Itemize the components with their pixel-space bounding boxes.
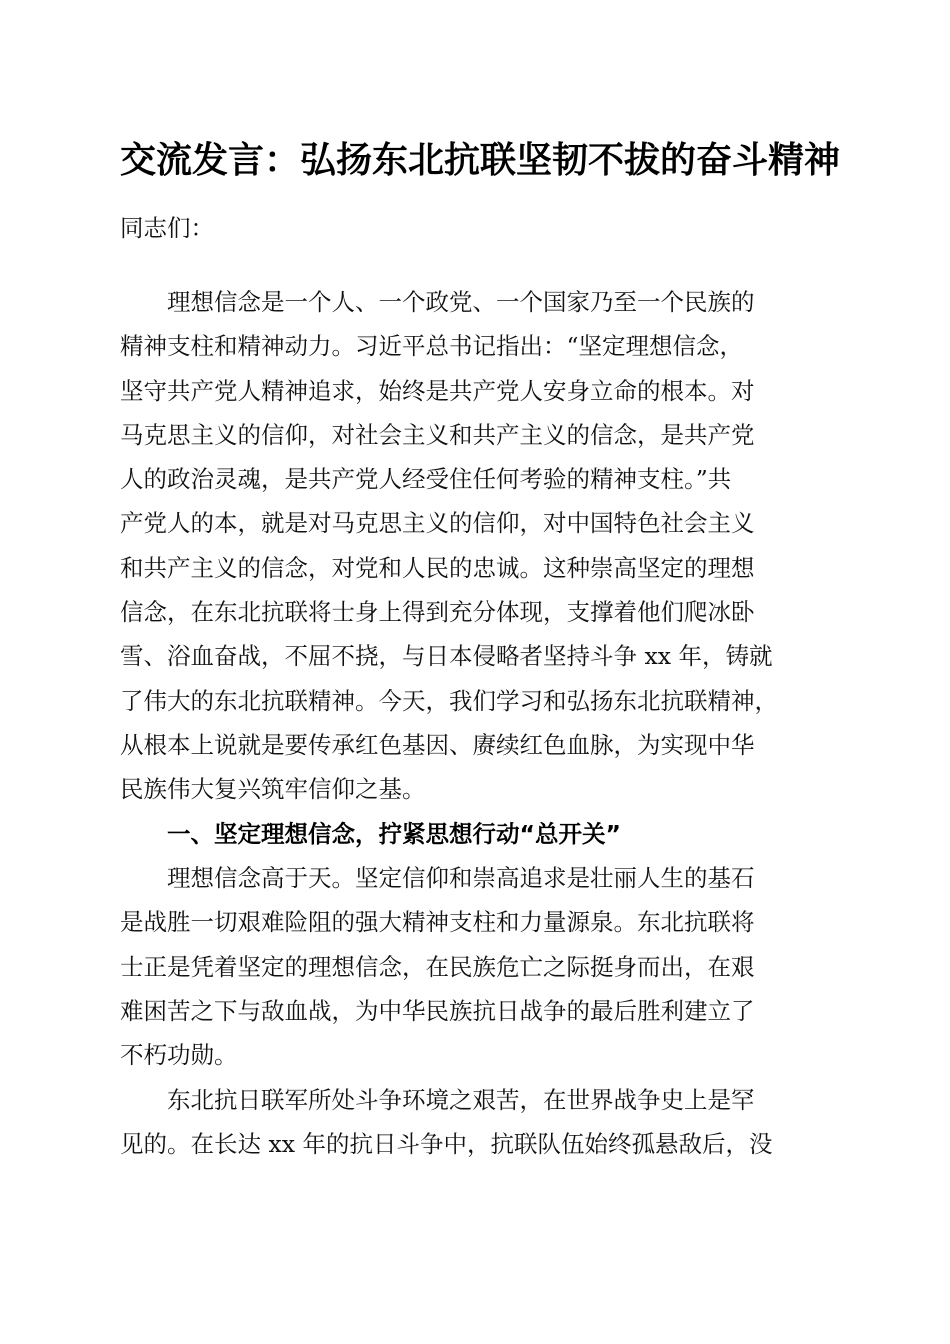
paragraph-line: 理想信念是一个人、一个政党、一个国家乃至一个民族的 bbox=[167, 288, 755, 316]
paragraph-line: 民族伟大复兴筑牢信仰之基。 bbox=[120, 775, 426, 804]
paragraph-line: 产党人的本，就是对马克思主义的信仰，对中国特色社会主义 bbox=[120, 509, 755, 538]
paragraph-line: 是战胜一切艰难险阻的强大精神支柱和力量源泉。东北抗联将 bbox=[120, 908, 755, 937]
paragraph-line: 人的政治灵魂，是共产党人经受住任何考验的精神支柱。”共 bbox=[120, 465, 732, 494]
paragraph-line: 了伟大的东北抗联精神。今天，我们学习和弘扬东北抗联精神， bbox=[120, 686, 778, 715]
document-title: 交流发言：弘扬东北抗联坚韧不拔的奋斗精神 bbox=[120, 139, 841, 181]
paragraph-line: 见的。在长达 xx 年的抗日斗争中，抗联队伍始终孤悬敌后，没 bbox=[120, 1130, 773, 1159]
paragraph-line: 理想信念高于天。坚定信仰和崇高追求是壮丽人生的基石 bbox=[167, 864, 755, 892]
paragraph-line: 士正是凭着坚定的理想信念，在民族危亡之际挺身而出，在艰 bbox=[120, 952, 755, 981]
paragraph-line: 从根本上说就是要传承红色基因、赓续红色血脉，为实现中华 bbox=[120, 730, 755, 759]
paragraph-3 bbox=[120, 1078, 830, 1167]
salutation: 同志们： bbox=[120, 214, 214, 242]
paragraph-line: 马克思主义的信仰，对社会主义和共产主义的信念，是共产党 bbox=[120, 420, 755, 449]
paragraph-line: 精神支柱和精神动力。习近平总书记指出：“坚定理想信念， bbox=[120, 332, 744, 361]
paragraph-line: 和共产主义的信念，对党和人民的忠诚。这种崇高坚定的理想 bbox=[120, 553, 755, 582]
paragraph-line: 信念，在东北抗联将士身上得到充分体现，支撑着他们爬冰卧 bbox=[120, 598, 755, 627]
paragraph-1 bbox=[120, 280, 830, 812]
paragraph-line: 坚守共产党人精神追求，始终是共产党人安身立命的根本。对 bbox=[120, 376, 755, 405]
paragraph-line: 难困苦之下与敌血战，为中华民族抗日战争的最后胜利建立了 bbox=[120, 996, 755, 1025]
paragraph-line: 不朽功勋。 bbox=[120, 1041, 238, 1070]
paragraph-line: 雪、浴血奋战，不屈不挠，与日本侵略者坚持斗争 xx 年，铸就 bbox=[120, 642, 773, 671]
section-heading-1: 一、坚定理想信念，拧紧思想行动“总开关” bbox=[167, 820, 621, 848]
paragraph-line: 东北抗日联军所处斗争环境之艰苦，在世界战争史上是罕 bbox=[167, 1086, 755, 1114]
paragraph-2 bbox=[120, 856, 830, 1077]
